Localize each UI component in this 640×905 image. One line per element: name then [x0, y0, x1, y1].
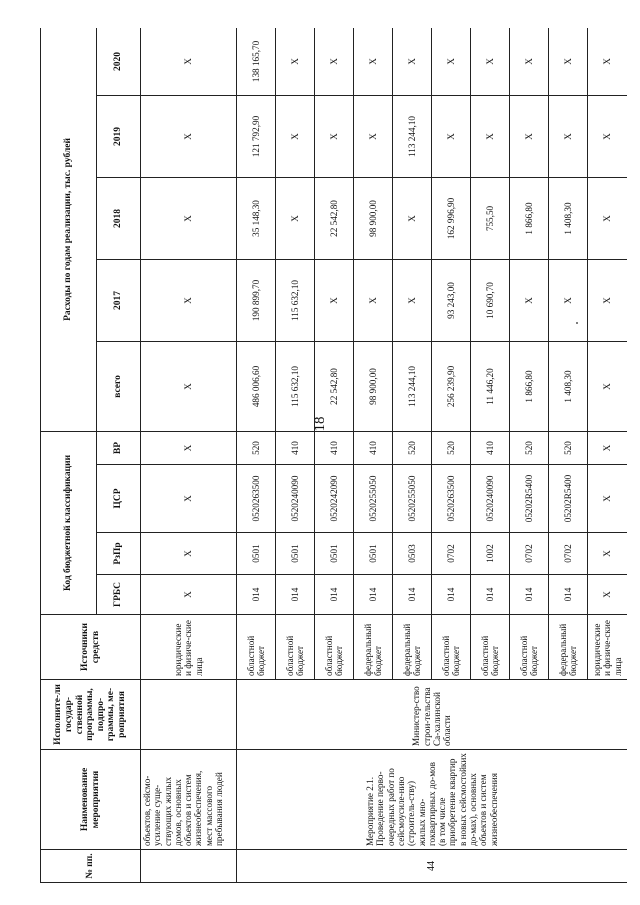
cell-2018: 755,50 [471, 177, 510, 259]
cell-total: X [141, 341, 237, 431]
cell-grbs: 014 [315, 575, 354, 615]
cell-2019: 113 244,10 [393, 95, 432, 177]
cell-vr: 410 [471, 431, 510, 464]
cell-vr: 520 [549, 431, 588, 464]
cell-rzpr: X [141, 533, 237, 575]
cell-vr: X [141, 431, 237, 464]
header-rzpr: РзПр [97, 533, 141, 575]
cell-2017: 190 899,70 [237, 259, 276, 341]
header-csr: ЦСР [97, 465, 141, 533]
cell-grbs: 014 [432, 575, 471, 615]
cell-executor [141, 680, 237, 750]
rotated-page [40, 28, 627, 883]
cell-2020: X [315, 28, 354, 95]
cell-csr: 05202R5400 [510, 465, 549, 533]
cell-csr: 0520242090 [315, 465, 354, 533]
cell-2017: X [549, 259, 588, 341]
cell-total: 115 632,10 [276, 341, 315, 431]
header-2018: 2018 [97, 177, 141, 259]
cell-vr: X [588, 431, 628, 464]
cell-grbs: 014 [393, 575, 432, 615]
cell-source: областной бюджет [510, 615, 549, 680]
header-total: всего [97, 341, 141, 431]
cell-csr: X [588, 465, 628, 533]
cell-2018: 98 900,00 [354, 177, 393, 259]
cell-rzpr: 0501 [237, 533, 276, 575]
header-vr: ВР [97, 431, 141, 464]
cell-2018: 1 408,30 [549, 177, 588, 259]
cell-2020: X [549, 28, 588, 95]
cell-2020: X [588, 28, 628, 95]
cell-name: объектов, сейсмо-усиление суще-ствующих жилых домов, основных объектов и систем жизнеобеспечения, мест массового пребывания людей [141, 750, 237, 850]
cell-csr: 0520263500 [237, 465, 276, 533]
cell-2018: X [588, 177, 628, 259]
budget-table [40, 28, 627, 883]
cell-vr: 410 [276, 431, 315, 464]
cell-grbs: 014 [510, 575, 549, 615]
cell-2017: X [393, 259, 432, 341]
cell-csr: X [141, 465, 237, 533]
cell-2019: X [471, 95, 510, 177]
cell-vr: 410 [315, 431, 354, 464]
table-row-continued [141, 28, 237, 883]
cell-source: юридические и физиче-ские лица [141, 615, 237, 680]
cell-2017: X [141, 259, 237, 341]
cell-2019: 121 792,90 [237, 95, 276, 177]
cell-2019: X [315, 95, 354, 177]
cell-2020: 138 165,70 [237, 28, 276, 95]
cell-source: областной бюджет [315, 615, 354, 680]
cell-rzpr: X [588, 533, 628, 575]
cell-2018: X [276, 177, 315, 259]
cell-total: 11 446,20 [471, 341, 510, 431]
cell-grbs: 014 [549, 575, 588, 615]
header-2019: 2019 [97, 95, 141, 177]
cell-2020: X [471, 28, 510, 95]
cell-rzpr: 0702 [510, 533, 549, 575]
cell-2018: X [141, 177, 237, 259]
cell-num: 44 [237, 850, 628, 883]
cell-rzpr: 0501 [315, 533, 354, 575]
cell-vr: 520 [510, 431, 549, 464]
cell-vr: 410 [354, 431, 393, 464]
cell-source: юридические и физиче-ские лица [588, 615, 628, 680]
cell-source: областной бюджет [471, 615, 510, 680]
cell-rzpr: 0501 [354, 533, 393, 575]
cell-source: федеральный бюджет [549, 615, 588, 680]
cell-total: 486 006,60 [237, 341, 276, 431]
header-2017: 2017 [97, 259, 141, 341]
cell-csr: 0520240090 [471, 465, 510, 533]
cell-2018: 35 148,30 [237, 177, 276, 259]
cell-rzpr: 0702 [549, 533, 588, 575]
cell-rzpr: 0501 [276, 533, 315, 575]
cell-total: 1 866,80 [510, 341, 549, 431]
cell-2020: X [141, 28, 237, 95]
cell-rzpr: 0702 [432, 533, 471, 575]
cell-2020: X [432, 28, 471, 95]
cell-csr: 0520240090 [276, 465, 315, 533]
cell-2017: X [354, 259, 393, 341]
header-source: Источники средств [41, 615, 141, 680]
cell-executor: Министер-ство строи-тельства Са-халинской области [237, 680, 628, 750]
cell-total: X [588, 341, 628, 431]
cell-grbs: 014 [471, 575, 510, 615]
header-num: № пп. [41, 850, 141, 883]
cell-2017: 115 632,10 [276, 259, 315, 341]
header-grbs: ГРБС [97, 575, 141, 615]
cell-2017: 10 690,70 [471, 259, 510, 341]
cell-2019: X [510, 95, 549, 177]
cell-2017: X [315, 259, 354, 341]
cell-total: 256 239,90 [432, 341, 471, 431]
cell-2020: X [510, 28, 549, 95]
cell-2018: X [393, 177, 432, 259]
cell-2019: X [549, 95, 588, 177]
cell-grbs: 014 [237, 575, 276, 615]
cell-source: областной бюджет [432, 615, 471, 680]
cell-grbs: 014 [354, 575, 393, 615]
cell-source: федеральный бюджет [354, 615, 393, 680]
cell-rzpr: 1002 [471, 533, 510, 575]
table-row [237, 28, 276, 883]
cell-csr: 0520255050 [393, 465, 432, 533]
cell-2020: X [276, 28, 315, 95]
cell-2019: X [354, 95, 393, 177]
header-expenses: Расходы по годам реализации, тыс. рублей [41, 28, 97, 431]
cell-2019: X [432, 95, 471, 177]
header-2020: 2020 [97, 28, 141, 95]
cell-total: 22 542,80 [315, 341, 354, 431]
page-number: 18 [312, 416, 328, 432]
cell-num [141, 850, 237, 883]
cell-csr: 0520263500 [432, 465, 471, 533]
cell-2018: 22 542,80 [315, 177, 354, 259]
header-budget-code: Код бюджетной классификации [41, 431, 97, 614]
header-name: Наименование мероприятия [41, 750, 141, 850]
cell-grbs: 014 [276, 575, 315, 615]
cell-2019: X [588, 95, 628, 177]
header-executor: Исполните-ли государ-ственной программы, подпро-граммы, ме-роприятия [41, 680, 141, 750]
cell-name: Мероприятие 2.1. Проведение перво-очередных работ по сейсмоусиле-нию (строитель-ству) жилых мно-гоквартирных до-мов (в том числе приобретение квартир в новых сейсмостойких до-мах), основных объектов и систем жизнеобеспечения [237, 750, 628, 850]
cell-total: 113 244,10 [393, 341, 432, 431]
cell-csr: 05202R5400 [549, 465, 588, 533]
cell-2020: X [393, 28, 432, 95]
cell-2017: 93 243,00 [432, 259, 471, 341]
cell-source: федеральный бюджет [393, 615, 432, 680]
cell-2017: X [588, 259, 628, 341]
cell-vr: 520 [432, 431, 471, 464]
cell-csr: 0520255050 [354, 465, 393, 533]
cell-grbs: X [588, 575, 628, 615]
cell-2017: X [510, 259, 549, 341]
cell-total: 1 408,30 [549, 341, 588, 431]
header-row-1 [41, 28, 97, 883]
cell-vr: 520 [237, 431, 276, 464]
cell-grbs: X [141, 575, 237, 615]
cell-2019: X [276, 95, 315, 177]
cell-2020: X [354, 28, 393, 95]
cell-rzpr: 0503 [393, 533, 432, 575]
cell-total: 98 900,00 [354, 341, 393, 431]
cell-source: областной бюджет [237, 615, 276, 680]
cell-2018: 162 996,90 [432, 177, 471, 259]
cell-vr: 520 [393, 431, 432, 464]
cell-2018: 1 866,80 [510, 177, 549, 259]
cell-2019: X [141, 95, 237, 177]
cell-source: областной бюджет [276, 615, 315, 680]
